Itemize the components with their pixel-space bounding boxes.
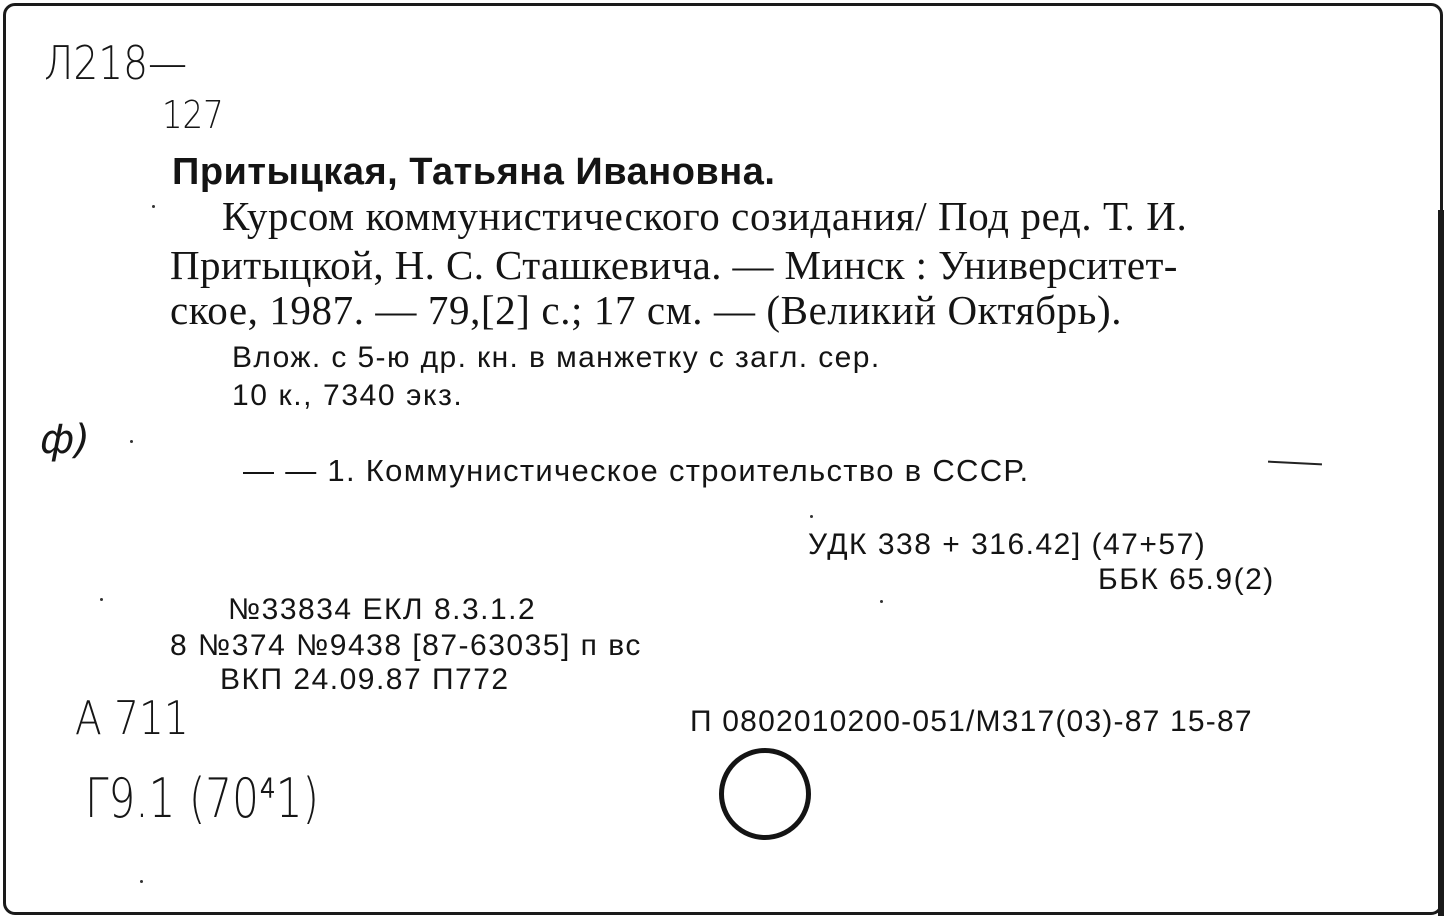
punch-hole-circle — [719, 748, 811, 840]
udk-classification: УДК 338 + 316.42] (47+57) — [808, 528, 1207, 561]
card-right-edge — [1438, 210, 1444, 916]
speck — [130, 440, 133, 443]
bbk-classification: ББК 65.9(2) — [1098, 563, 1275, 596]
speck — [810, 515, 813, 518]
record-numbers: 8 №374 №9438 [87-63035] п вс — [170, 629, 642, 662]
call-number-line2: 127 — [162, 93, 224, 137]
handwritten-shelf-mark-2: Г9.1 (70⁴1) — [85, 767, 319, 830]
title-line-3: ское, 1987. — 79,[2] с.; 17 см. — (Великий Октябрь). — [170, 287, 1123, 333]
speck — [152, 205, 155, 208]
note-line-2: 10 к., 7340 экз. — [232, 379, 464, 412]
title-line-1: Курсом коммунистического созидания/ Под ред. Т. И. — [222, 193, 1188, 239]
author-heading: Притыцкая, Татьяна Ивановна. — [172, 151, 776, 193]
subject-heading: — — 1. Коммунистическое строительство в СССР. — [243, 453, 1030, 488]
call-number-line1: Л218— — [44, 36, 188, 90]
handwritten-shelf-mark-1: А 711 — [75, 691, 189, 745]
speck — [100, 598, 103, 601]
speck — [880, 600, 883, 603]
note-line-1: Влож. с 5-ю др. кн. в манжетку с загл. сер. — [232, 341, 881, 374]
speck — [140, 880, 143, 883]
title-line-2: Притыцкой, Н. С. Сташкевича. — Минск : Университет- — [170, 242, 1178, 288]
margin-handwritten-mark: ф) — [40, 417, 90, 463]
ekl-number: №33834 ЕКЛ 8.3.1.2 — [228, 593, 537, 626]
publisher-code: П 0802010200-051/М317(03)-87 15-87 — [690, 705, 1253, 738]
vkp-line: ВКП 24.09.87 П772 — [220, 663, 510, 696]
